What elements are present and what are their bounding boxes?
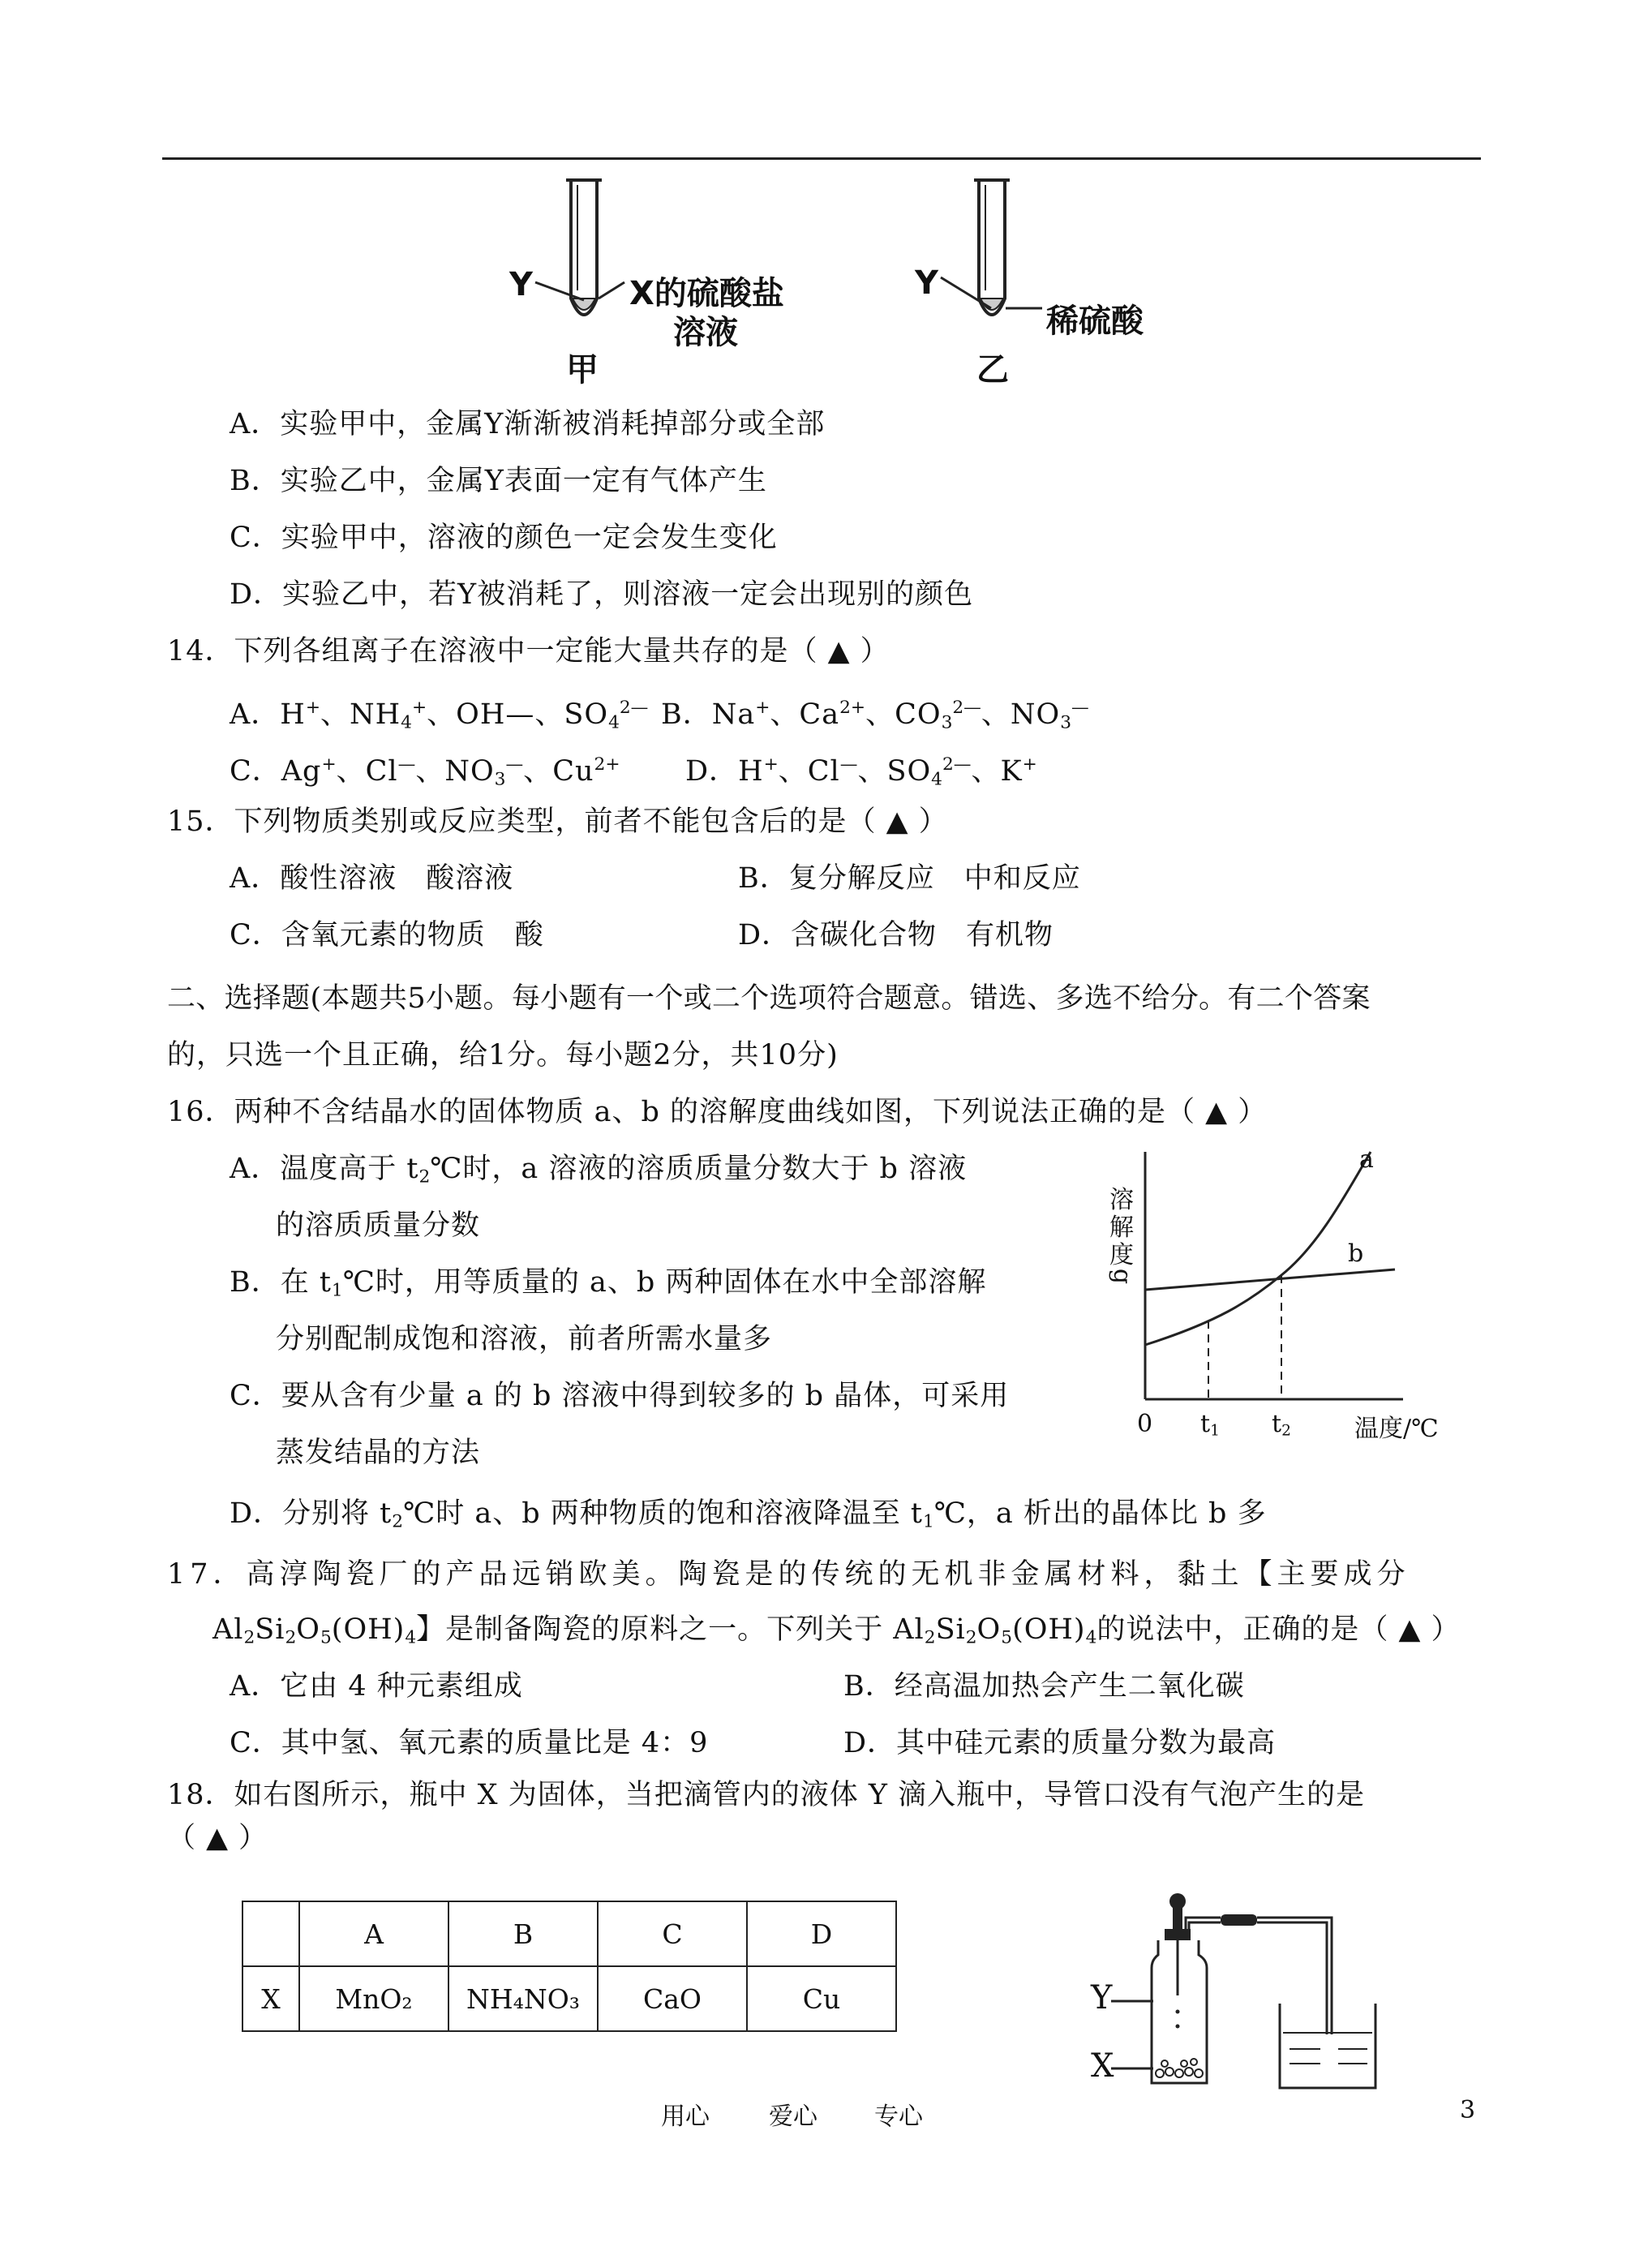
- graph-xlabel: 温度/℃: [1354, 1415, 1439, 1443]
- q14-a-label: A．: [230, 698, 281, 732]
- text: D．分别将 t: [230, 1497, 393, 1530]
- text: B．在 t: [230, 1266, 332, 1299]
- q15-option-a: A．酸性溶液 酸溶液: [230, 862, 514, 895]
- q17-option-d: D．其中硅元素的质量分数为最高: [843, 1727, 1277, 1759]
- text: O: [976, 1613, 1002, 1646]
- graph-ylabel-2: 解: [1109, 1213, 1134, 1242]
- q18-stem-line1: 18．如右图所示，瓶中 X 为固体，当把滴管内的液体 Y 滴入瓶中，导管口没有气泡产生的是: [167, 1779, 1366, 1811]
- graph-ylabel-1: 溶: [1109, 1186, 1134, 1214]
- q13-option-b: B．实验乙中，金属Y表面一定有气体产生: [230, 465, 767, 497]
- q14-option-a: A．H+、$NH_4^+$、OH—、$SO_4^{2—}$: [230, 698, 649, 733]
- graph-t2: [1272, 1410, 1291, 1440]
- apparatus-y-label: Y: [1091, 1979, 1113, 2017]
- ion: CO: [895, 698, 942, 732]
- q14-d-label: D．: [685, 755, 739, 788]
- text: ℃，a 析出的晶体比 b 多: [933, 1497, 1267, 1530]
- q16-option-a: [230, 1152, 967, 1194]
- text: ℃时 a、b 两种物质的饱和溶液降温至 t: [403, 1497, 923, 1530]
- ion: Cl: [807, 755, 840, 788]
- subscript: 1: [1210, 1422, 1220, 1440]
- text: ℃时，a 溶液的溶质质量分数大于 b 溶液: [430, 1153, 968, 1185]
- tube-jia-solution-line2: 溶液: [673, 314, 738, 351]
- table-row: [242, 1966, 896, 2031]
- table-header-cell: B: [448, 1901, 598, 1966]
- tube-yi-y-label: Y: [915, 264, 938, 302]
- q16-option-b-cont: 分别配制成饱和溶液，前者所需水量多: [276, 1323, 773, 1355]
- q16-option-c-cont: 蒸发结晶的方法: [276, 1437, 481, 1469]
- tube-jia-solution-line1: X的硫酸盐: [629, 275, 784, 312]
- text: Al: [212, 1613, 244, 1646]
- q13-option-c: C．实验甲中，溶液的颜色一定会发生变化: [230, 522, 778, 554]
- ion: Cu: [552, 755, 594, 788]
- text: (OH): [331, 1613, 406, 1646]
- table-cell: NH₄NO₃: [448, 1966, 598, 2031]
- curve-b: [1145, 1269, 1395, 1290]
- q17-option-b: B．经高温加热会产生二氧化碳: [843, 1670, 1245, 1703]
- curve-a-label: a: [1359, 1145, 1374, 1174]
- graph-ylabel-3: 度: [1109, 1241, 1134, 1269]
- q14-option-c: C．Ag+、Cl—、$NO_3^—$、$Cu^{2+}$: [230, 754, 620, 790]
- q16-option-b: [230, 1265, 986, 1308]
- ion: Ag: [281, 755, 322, 788]
- q18-options-table: [242, 1901, 897, 2032]
- graph-ylabel-4: g: [1108, 1268, 1137, 1285]
- q14-stem: 14．下列各组离子在溶液中一定能大量共存的是（ ▲ ）: [167, 635, 890, 668]
- subscript: 2: [1281, 1422, 1291, 1440]
- text: A．温度高于 t: [230, 1153, 419, 1185]
- section2-heading-line1: 二、选择题(本题共5小题。每小题有一个或二个选项符合题意。错选、多选不给分。有二个答案: [167, 982, 1371, 1015]
- section2-heading-line2: 的，只选一个且正确，给1分。每小题2分，共10分): [167, 1039, 839, 1072]
- footer-motto-2: 爱心: [769, 2103, 818, 2131]
- subscript: 1: [922, 1511, 934, 1532]
- text: 】是制备陶瓷的原料之一。下列关于 Al: [416, 1613, 925, 1646]
- q14-c-label: C．: [230, 755, 281, 788]
- text: Si: [935, 1613, 966, 1646]
- table-header-cell: C: [598, 1901, 747, 1966]
- q15-option-d: D．含碳化合物 有机物: [738, 919, 1054, 951]
- tube-jia-caption: 甲: [566, 351, 599, 389]
- t-label: t: [1272, 1410, 1282, 1438]
- graph-origin: 0: [1137, 1410, 1153, 1438]
- header-rule: [162, 157, 1481, 160]
- gas-apparatus: [1135, 1890, 1476, 2101]
- ion: NO: [1010, 698, 1061, 732]
- ion: Ca: [799, 698, 840, 732]
- q15-option-c: C．含氧元素的物质 酸: [230, 919, 544, 951]
- ion: H: [280, 698, 306, 732]
- tube-jia-pointers: [535, 276, 633, 308]
- tube-yi-pointers: [941, 276, 1054, 316]
- table-header-cell: D: [747, 1901, 896, 1966]
- text: O: [296, 1613, 320, 1646]
- tube-jia-y-label: Y: [509, 266, 533, 303]
- page-number: 3: [1460, 2096, 1476, 2124]
- footer-motto-3: 专心: [874, 2103, 923, 2131]
- q13-option-d: D．实验乙中，若Y被消耗了，则溶液一定会出现别的颜色: [230, 578, 974, 611]
- q17-option-c: C．其中氢、氧元素的质量比是 4：9: [230, 1727, 709, 1759]
- q18-stem-line2: （ ▲ ）: [167, 1822, 268, 1854]
- ion: SO: [564, 698, 609, 732]
- table-cell: CaO: [598, 1966, 747, 2031]
- footer-motto-1: 用心: [661, 2103, 710, 2131]
- q17-stem-line1: 17．高淳陶瓷厂的产品远销欧美。陶瓷是的传统的无机非金属材料，黏土【主要成分: [167, 1558, 1410, 1591]
- text: ℃时，用等质量的 a、b 两种固体在水中全部溶解: [342, 1266, 987, 1299]
- q17-stem-line2: $Al_2Si_2O_5(OH)_4$】是制备陶瓷的原料之一。下列关于 $Al_2Si_2O_5(OH)_4$的说法中，正确的是（ ▲ ）: [212, 1613, 1461, 1648]
- ion: SO: [886, 755, 932, 788]
- table-cell: MnO₂: [299, 1966, 448, 2031]
- graph-t1: [1200, 1410, 1220, 1440]
- q14-option-b: B．Na+、$Ca^{2+}$、$CO_3^{2—}$、$NO_3^—$: [661, 698, 1089, 733]
- text: Si: [255, 1613, 285, 1646]
- tube-yi-caption: 乙: [976, 351, 1009, 389]
- apparatus-x-label: X: [1091, 2047, 1114, 2085]
- q15-option-b: B．复分解反应 中和反应: [738, 862, 1081, 895]
- text: 的说法中，正确的是（ ▲ ）: [1096, 1613, 1461, 1646]
- q17-option-a: A．它由 4 种元素组成: [230, 1670, 523, 1703]
- subscript: 2: [392, 1511, 404, 1532]
- table-header-cell: [242, 1901, 299, 1966]
- text: (OH): [1012, 1613, 1086, 1646]
- solubility-graph: [1127, 1136, 1419, 1428]
- ion: K: [1000, 755, 1023, 788]
- q16-stem: 16．两种不含结晶水的固体物质 a、b 的溶解度曲线如图，下列说法正确的是（ ▲ ）: [167, 1096, 1268, 1128]
- tube-yi-solution: 稀硫酸: [1046, 303, 1144, 340]
- q16-option-d: [230, 1497, 1267, 1539]
- t-label: t: [1200, 1410, 1211, 1438]
- q13-option-a: A．实验甲中，金属Y渐渐被消耗掉部分或全部: [230, 408, 826, 440]
- ion: Na: [711, 698, 756, 732]
- q15-stem: 15．下列物质类别或反应类型，前者不能包含后的是（ ▲ ）: [167, 805, 948, 838]
- ion: NH: [350, 698, 401, 732]
- table-row-label: X: [242, 1966, 299, 2031]
- q14-b-label: B．: [661, 698, 712, 732]
- q14-option-d: D．H+、Cl—、$SO_4^{2—}$、K+: [685, 754, 1037, 790]
- ion: H: [738, 755, 764, 788]
- table-header-cell: A: [299, 1901, 448, 1966]
- subscript: 2: [418, 1166, 431, 1188]
- q16-option-c: C．要从含有少量 a 的 b 溶液中得到较多的 b 晶体，可采用: [230, 1380, 1010, 1412]
- ion: OH: [456, 698, 506, 732]
- curve-b-label: b: [1348, 1239, 1364, 1268]
- q16-option-a-cont: 的溶质质量分数: [276, 1209, 481, 1242]
- subscript: 1: [331, 1280, 343, 1301]
- table-header-row: [242, 1901, 896, 1966]
- ion: NO: [444, 755, 495, 788]
- ion: Cl: [365, 755, 398, 788]
- table-cell: Cu: [747, 1966, 896, 2031]
- curve-a: [1145, 1152, 1371, 1345]
